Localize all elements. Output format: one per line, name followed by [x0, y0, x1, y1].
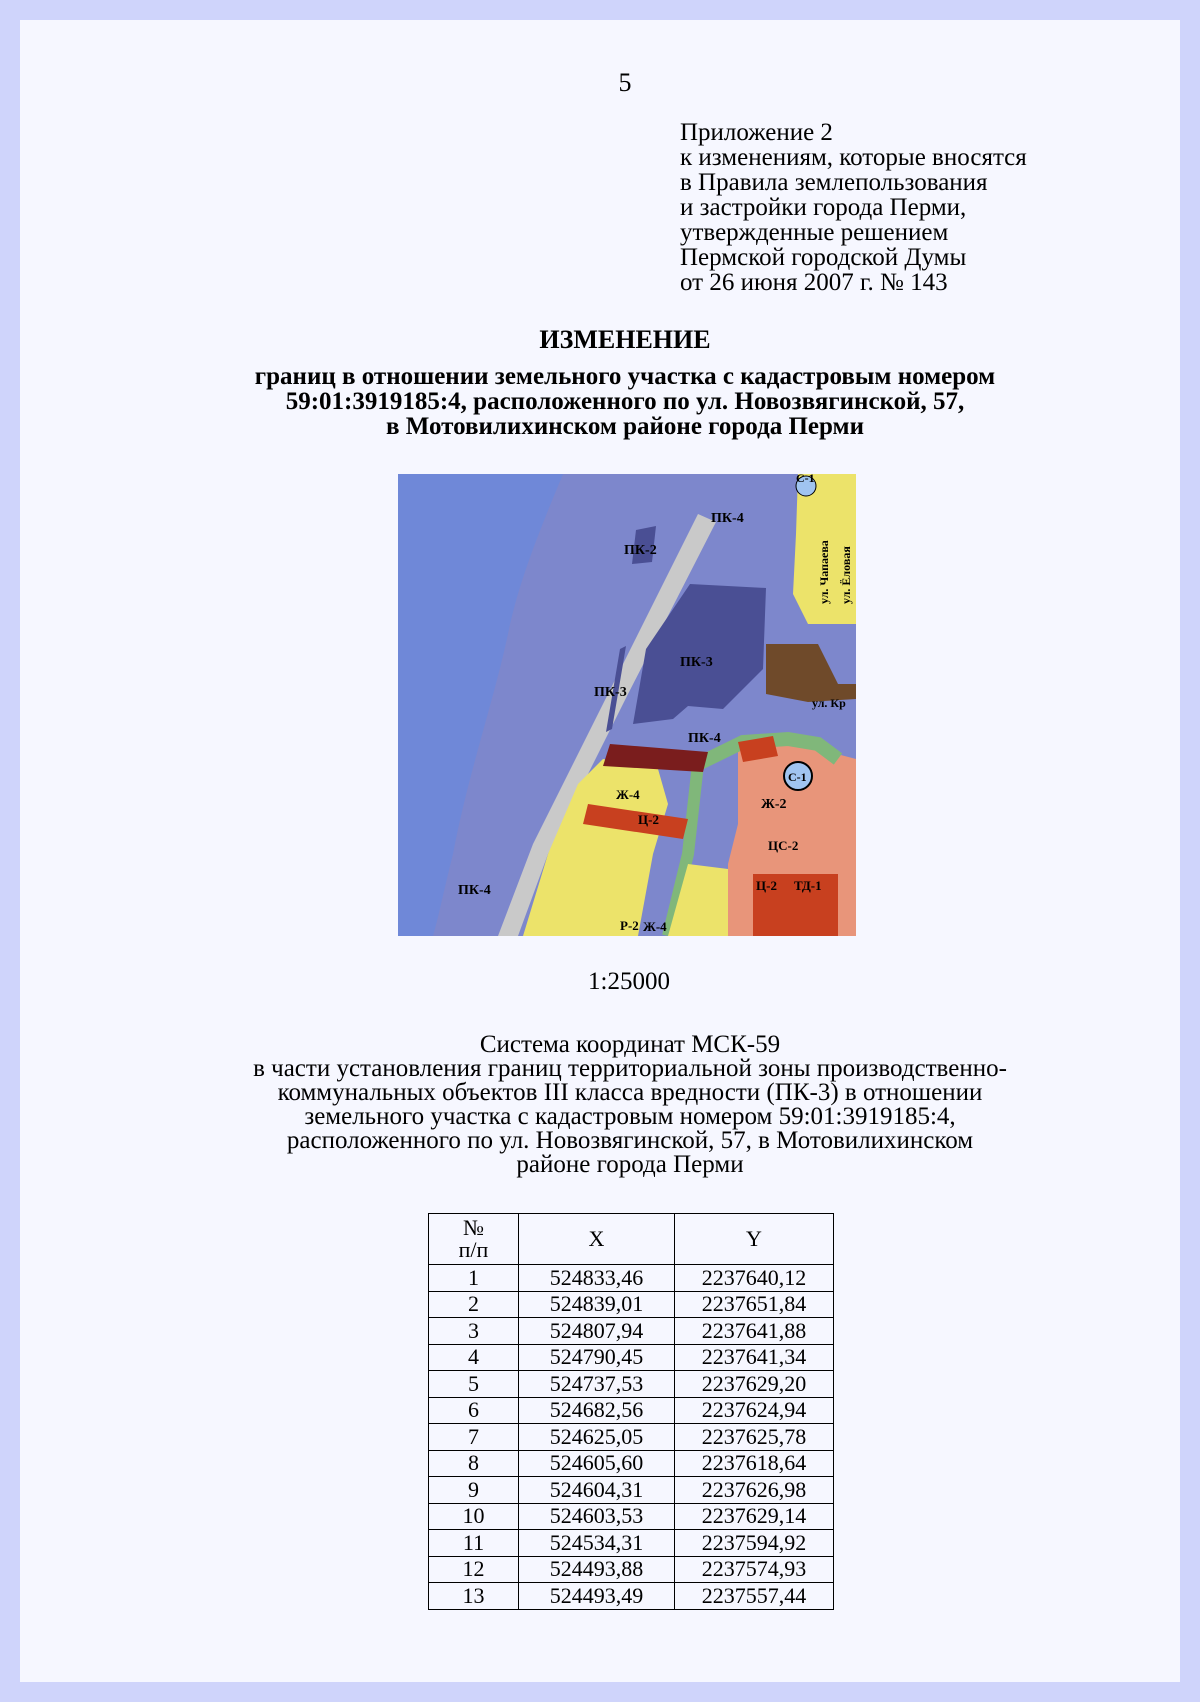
x-coordinate-cell: 524493,88	[519, 1556, 675, 1583]
page-number: 5	[618, 68, 632, 97]
header-number: № п/п	[429, 1214, 519, 1265]
x-coordinate-cell: 524534,31	[519, 1530, 675, 1557]
y-coordinate-cell: 2237557,44	[675, 1583, 834, 1610]
label-r2: Р-2	[620, 918, 639, 933]
point-number-cell: 12	[429, 1556, 519, 1583]
label-pk4-mid: ПК-4	[688, 731, 721, 746]
label-zh2: Ж-2	[761, 797, 787, 812]
point-number-cell: 1	[429, 1265, 519, 1292]
x-coordinate-cell: 524603,53	[519, 1503, 675, 1530]
coord-title-line: расположенного по ул. Новозвягинской, 57, в Мотовилихинском	[286, 1127, 974, 1154]
label-tds1: ТД-1	[794, 878, 822, 893]
appendix-line: утвержденные решением	[680, 219, 949, 246]
y-coordinate-cell: 2237594,92	[675, 1530, 834, 1557]
zoning-map	[398, 474, 856, 936]
map-scale: 1:25000	[588, 968, 670, 995]
coord-title-line: коммунальных объектов III класса вредности (ПК-3) в отношении	[277, 1079, 983, 1106]
appendix-line: и застройки города Перми,	[680, 194, 967, 221]
table-row	[429, 1291, 834, 1318]
x-coordinate-cell: 524493,49	[519, 1583, 675, 1610]
point-number-cell: 7	[429, 1424, 519, 1451]
y-coordinate-cell: 2237624,94	[675, 1397, 834, 1424]
label-ts2-a: Ц-2	[638, 812, 659, 827]
label-pk2: ПК-2	[624, 543, 657, 558]
table-row	[429, 1583, 834, 1610]
point-number-cell: 4	[429, 1344, 519, 1371]
table-row	[429, 1397, 834, 1424]
y-coordinate-cell: 2237625,78	[675, 1424, 834, 1451]
subtitle-line: 59:01:3919185:4, расположенного по ул. Новозвягинской, 57,	[285, 388, 965, 415]
coord-title-line: земельного участка с кадастровым номером 59:01:3919185:4,	[304, 1103, 956, 1130]
x-coordinate-cell: 524604,31	[519, 1477, 675, 1504]
header-x: X	[519, 1214, 675, 1265]
zoning-map-svg	[398, 474, 856, 936]
table-row	[429, 1318, 834, 1345]
point-number-cell: 6	[429, 1397, 519, 1424]
label-pk4-top: ПК-4	[711, 511, 744, 526]
x-coordinate-cell: 524682,56	[519, 1397, 675, 1424]
point-number-cell: 13	[429, 1583, 519, 1610]
label-street-elovaya: ул. Ёловая	[839, 546, 853, 604]
label-zh4-a: Ж-4	[616, 787, 640, 802]
label-pk3-left: ПК-3	[594, 685, 627, 700]
appendix-line: в Правила землепользования	[680, 169, 988, 196]
x-coordinate-cell: 524807,94	[519, 1318, 675, 1345]
label-pk3-main: ПК-3	[680, 655, 713, 670]
label-pk4-bottom: ПК-4	[458, 883, 491, 898]
coord-title-line: районе города Перми	[516, 1151, 744, 1178]
y-coordinate-cell: 2237626,98	[675, 1477, 834, 1504]
document-subtitle	[150, 364, 1100, 439]
table-header-row	[429, 1214, 834, 1265]
y-coordinate-cell: 2237629,20	[675, 1371, 834, 1398]
y-coordinate-cell: 2237629,14	[675, 1503, 834, 1530]
table-row	[429, 1371, 834, 1398]
y-coordinate-cell: 2237574,93	[675, 1556, 834, 1583]
appendix-line: к изменениям, которые вносятся	[680, 144, 1027, 171]
appendix-line: Приложение 2	[680, 119, 833, 146]
y-coordinate-cell: 2237640,12	[675, 1265, 834, 1292]
table-body	[429, 1265, 834, 1610]
table-row	[429, 1530, 834, 1557]
x-coordinate-cell: 524625,05	[519, 1424, 675, 1451]
coordinate-system-title	[120, 1033, 1140, 1177]
x-coordinate-cell: 524737,53	[519, 1371, 675, 1398]
label-ts2-c: ЦС-2	[768, 838, 799, 853]
y-coordinate-cell: 2237651,84	[675, 1291, 834, 1318]
point-number-cell: 2	[429, 1291, 519, 1318]
appendix-line: от 26 июня 2007 г. № 143	[680, 269, 948, 296]
label-street-kr: ул. Кр	[812, 696, 846, 710]
table-row	[429, 1344, 834, 1371]
coord-title-line: Система координат МСК-59	[479, 1031, 781, 1058]
label-street-chapaeva: ул. Чапаева	[817, 540, 831, 604]
table-row	[429, 1503, 834, 1530]
x-coordinate-cell: 524790,45	[519, 1344, 675, 1371]
subtitle-line: в Мотовилихинском районе города Перми	[385, 413, 864, 440]
x-coordinate-cell: 524833,46	[519, 1265, 675, 1292]
table-row	[429, 1424, 834, 1451]
point-number-cell: 9	[429, 1477, 519, 1504]
point-number-cell: 8	[429, 1450, 519, 1477]
label-zh4-b: Ж-4	[643, 919, 667, 934]
point-number-cell: 11	[429, 1530, 519, 1557]
table-row	[429, 1477, 834, 1504]
appendix-note	[680, 120, 1027, 295]
subtitle-line: границ в отношении земельного участка с кадастровым номером	[254, 363, 996, 390]
label-c1-mid: С-1	[788, 770, 807, 784]
point-number-cell: 10	[429, 1503, 519, 1530]
header-y: Y	[675, 1214, 834, 1265]
y-coordinate-cell: 2237618,64	[675, 1450, 834, 1477]
table-row	[429, 1450, 834, 1477]
coordinates-table	[428, 1213, 834, 1610]
x-coordinate-cell: 524839,01	[519, 1291, 675, 1318]
document-title: ИЗМЕНЕНИЕ	[539, 325, 711, 354]
appendix-line: Пермской городской Думы	[680, 244, 967, 271]
y-coordinate-cell: 2237641,88	[675, 1318, 834, 1345]
label-c1-top: С-1	[796, 474, 815, 485]
point-number-cell: 5	[429, 1371, 519, 1398]
point-number-cell: 3	[429, 1318, 519, 1345]
table-row	[429, 1265, 834, 1292]
label-ts2-b: Ц-2	[756, 878, 777, 893]
x-coordinate-cell: 524605,60	[519, 1450, 675, 1477]
y-coordinate-cell: 2237641,34	[675, 1344, 834, 1371]
table-row	[429, 1556, 834, 1583]
coord-title-line: в части установления границ территориальной зоны производственно-	[253, 1055, 1007, 1082]
